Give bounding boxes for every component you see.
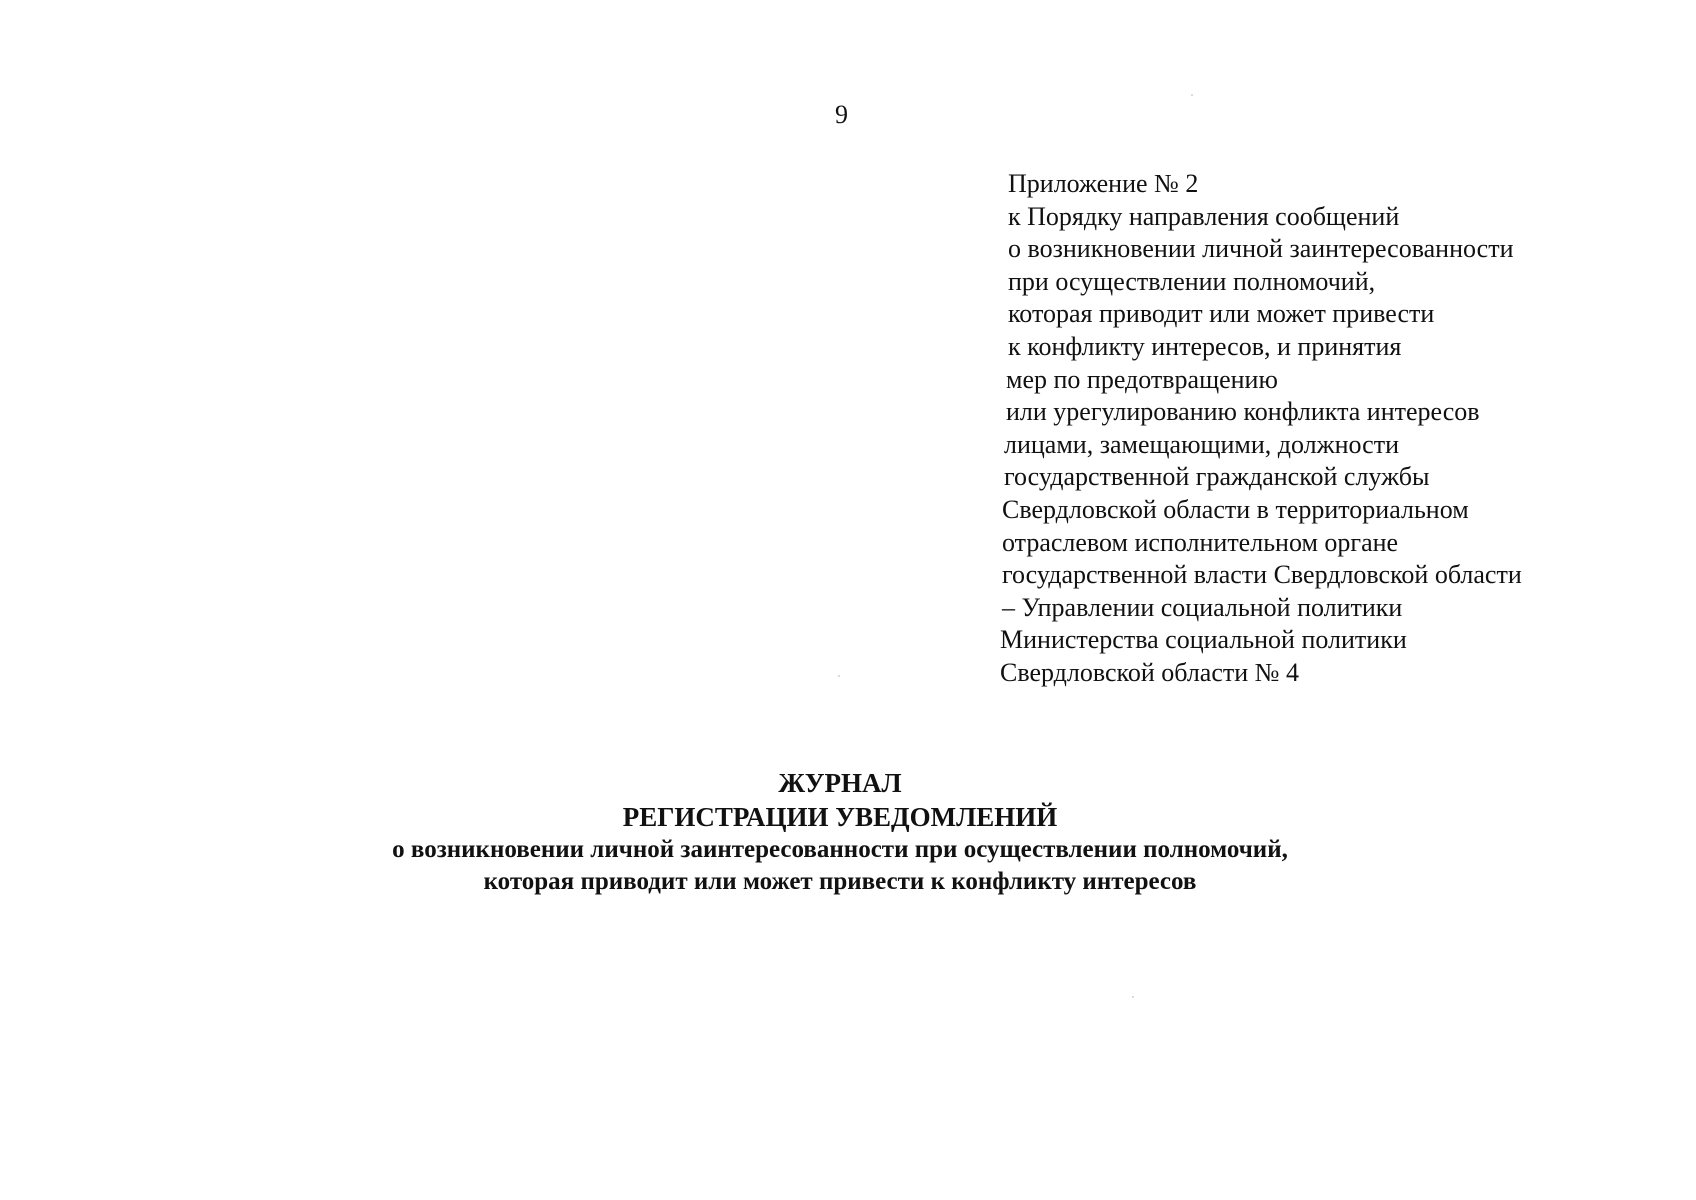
appendix-line: лицами, замещающими, должности <box>1004 429 1400 459</box>
appendix-line: Свердловской области в территориальном <box>1002 494 1469 524</box>
appendix-line: о возникновении личной заинтересованности <box>1008 234 1514 264</box>
appendix-line: к конфликту интересов, и принятия <box>1008 331 1402 361</box>
scan-speck <box>1132 996 1134 998</box>
appendix-line: или урегулированию конфликта интересов <box>1006 397 1480 427</box>
journal-title-second-line: РЕГИСТРАЦИИ УВЕДОМЛЕНИЙ <box>622 802 1058 832</box>
appendix-line: Свердловской области № 4 <box>1000 657 1299 687</box>
appendix-line: которая приводит или может привести <box>1008 299 1435 329</box>
appendix-block <box>1000 168 1644 690</box>
appendix-line: мер по предотвращению <box>1006 364 1278 394</box>
journal-title: ЖУРНАЛ <box>778 768 902 798</box>
appendix-line: – Управлении социальной политики <box>1002 592 1403 622</box>
appendix-line: Министерства социальной политики <box>1000 625 1407 655</box>
appendix-line: государственной власти Свердловской области <box>1002 560 1522 590</box>
journal-subtitle-second-line: которая приводит или может привести к конфликту интересов <box>483 868 1197 895</box>
scan-speck <box>1191 94 1193 96</box>
page-number: 9 <box>835 100 848 129</box>
appendix-line: государственной гражданской службы <box>1004 462 1430 492</box>
appendix-line: отраслевом исполнительном органе <box>1002 527 1399 557</box>
appendix-line: Приложение № 2 <box>1008 169 1199 198</box>
journal-title-block <box>300 766 1380 898</box>
journal-subtitle: о возникновении личной заинтересованности при осуществлении полномочий, <box>392 836 1288 863</box>
scan-speck <box>838 675 840 677</box>
appendix-line: к Порядку направления сообщений <box>1008 201 1400 231</box>
appendix-line: при осуществлении полномочий, <box>1008 266 1376 296</box>
